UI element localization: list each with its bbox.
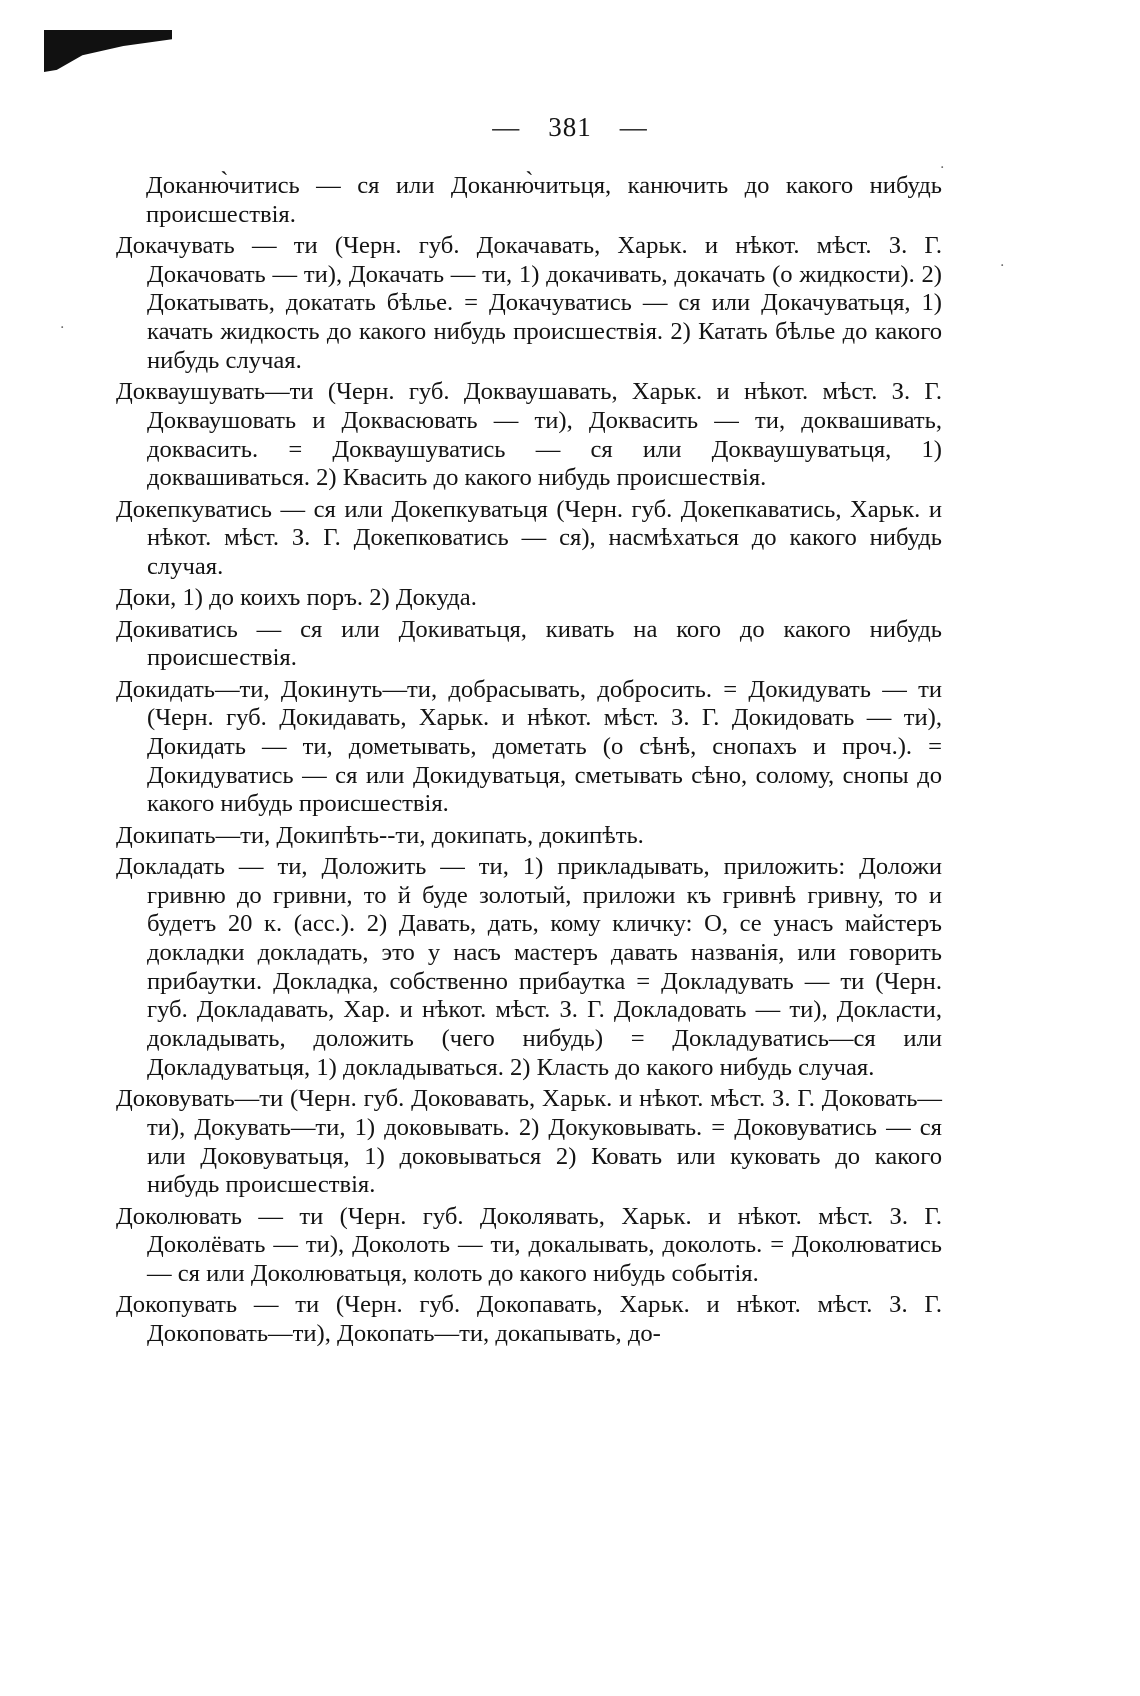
scan-artifact bbox=[44, 30, 172, 72]
page-number-dash-left: — bbox=[492, 112, 521, 142]
page-number: 381 bbox=[548, 112, 592, 142]
dictionary-entry: Докваушувать—ти (Черн. губ. Докваушавать, Харьк. и нѣкот. мѣст. З. Г. Докваушовать и Доквасювать — ти), Доквасить — ти, доквашивать, доквасить. = Докваушуватись — ся или Докваушуватьця, 1) доквашиваться. 2) Квасить до какого нибудь происшествія. bbox=[116, 378, 942, 492]
dictionary-entry: Докипать—ти, Докипѣть--ти, докипать, докипѣть. bbox=[116, 821, 644, 849]
speck-mark: · bbox=[940, 160, 945, 176]
page-number-dash-right: — bbox=[619, 112, 648, 142]
dictionary-entry: Докопувать — ти (Черн. губ. Докопавать, Харьк. и нѣкот. мѣст. З. Г. Докоповать—ти), Докопать—ти, докапывать, до- bbox=[116, 1291, 942, 1347]
dictionary-entry: Доковувать—ти (Черн. губ. Доковавать, Харьк. и нѣкот. мѣст. З. Г. Доковать—ти), Докувать—ти, 1) доковывать. 2) Докуковывать. = Доковуватись — ся или Доковуватьця, 1) доковываться 2) Ковать или куковать до какого нибудь происшествія. bbox=[116, 1085, 942, 1199]
dictionary-entry: Докладать — ти, Доложить — ти, 1) прикладывать, приложить: Доложи гривню до гривни, то й буде золотый, приложи къ гривнѣ гривну, то и будетъ 20 к. (асс.). 2) Давать, дать, кому кличку: О, се унасъ майстеръ докладки докладать, это у насъ мастеръ давать названія, или говорить прибаутки. Докладка, собственно прибаутка = Докладувать — ти (Черн. губ. Докладавать, Хар. и нѣкот. мѣст. З. Г. Докладовать — ти), Докласти, докладывать, доложить (чего нибудь) = Докладуватись—ся или Докладуватьця, 1) докладываться. 2) Класть до какого нибудь случая. bbox=[116, 852, 942, 1081]
speck-mark: · bbox=[60, 320, 65, 336]
dictionary-entry: Докиватись — ся или Докиватьця, кивать на кого до какого нибудь происшествія. bbox=[116, 615, 942, 672]
dictionary-entry: Доки, 1) до коихъ поръ. 2) Докуда. bbox=[116, 584, 477, 612]
dictionary-entry: Доколювать — ти (Черн. губ. Доколявать, Харьк. и нѣкот. мѣст. З. Г. Доколёвать — ти), Доколоть — ти, докалывать, доколоть. = Доколюватись — ся или Доколюватьця, колоть до какого нибудь событія. bbox=[116, 1202, 942, 1287]
dictionary-entry: Докачувать — ти (Черн. губ. Докачавать, Харьк. и нѣкот. мѣст. З. Г. Докачовать — ти), Докачать — ти, 1) докачивать, докачать (о жидкости). 2) Докатывать, докатать бѣлье. = Докачуватись — ся или Докачуватьця, 1) качать жидкость до какого нибудь происшествія. 2) Катать бѣлье до какого нибудь случая. bbox=[116, 232, 942, 374]
dictionary-entry: Докепкуватись — ся или Докепкуватьця (Черн. губ. Докепкаватись, Харьк. и нѣкот. мѣст. З. Г. Докепковатись — ся), насмѣхаться до какого нибудь случая. bbox=[116, 495, 942, 580]
speck-mark: · bbox=[1000, 258, 1005, 274]
dictionary-entry: Докидать—ти, Докинуть—ти, добрасывать, добросить. = Докидувать — ти (Черн. губ. Докидавать, Харьк. и нѣкот. мѣст. З. Г. Докидовать — ти), Докидать — ти, дометывать, дометать (о сѣнѣ, снопахъ и проч.). = Докидуватись — ся или Докидуватьця, сметывать сѣно, солому, снопы до какого нибудь происшествія. bbox=[116, 675, 942, 818]
page-number-header bbox=[0, 112, 1140, 143]
dictionary-entries bbox=[116, 172, 942, 1351]
dictionary-entry: Доканю̀читись — ся или Доканю̀читьця, канючить до какого нибудь происшествія. bbox=[146, 172, 942, 228]
